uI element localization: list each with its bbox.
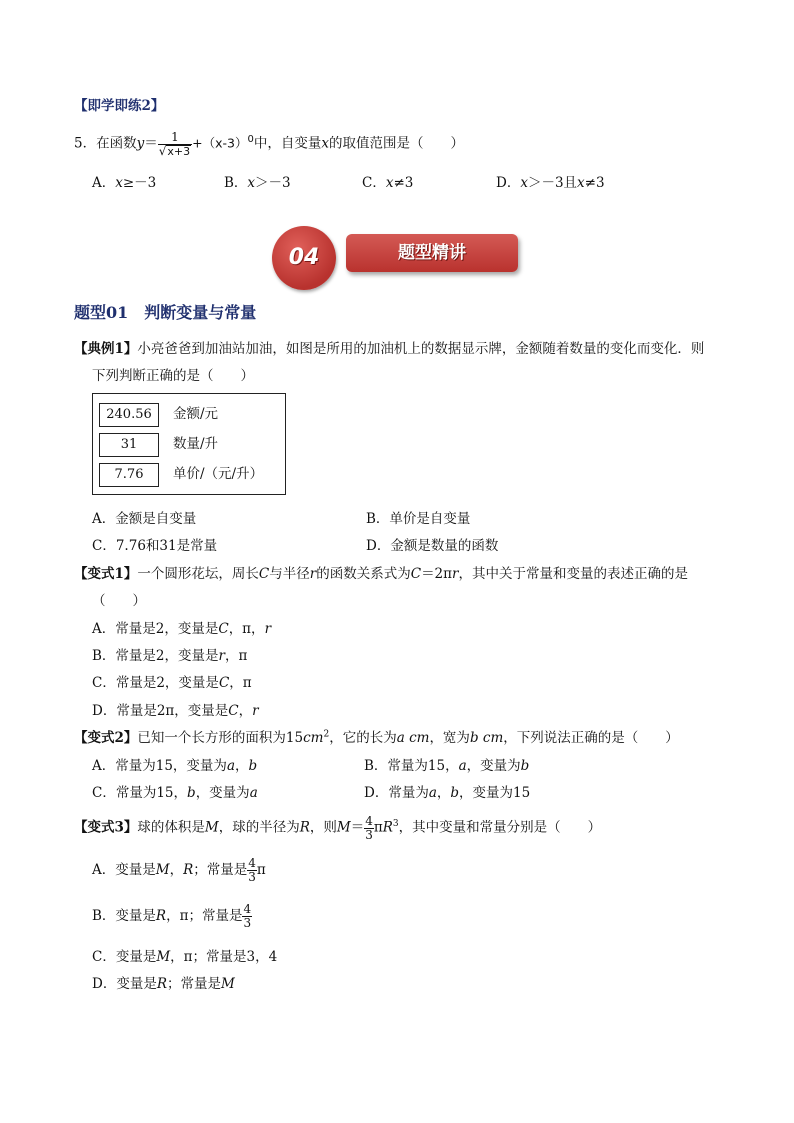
q5-option-a[interactable]: A．x≥－3 — [92, 175, 157, 191]
quantity-value: 31 — [99, 433, 159, 457]
q5-option-b[interactable]: B．x＞－3 — [224, 175, 291, 191]
example1-option-d[interactable]: D．金额是数量的函数 — [366, 538, 499, 554]
variant2-option-c[interactable]: C．常量为15，b，变量为a — [92, 785, 258, 801]
fuel-pump-display — [92, 393, 286, 495]
fraction: $\frac{4}{3}$ — [365, 813, 373, 842]
variant2-option-d[interactable]: D．常量为a，b，变量为15 — [364, 785, 531, 801]
variant1-option-c[interactable]: C．常量是2，变量是C，π — [92, 675, 252, 691]
variant1-line1: 【变式1】一个圆形花坛，周长C与半径r的函数关系式为C＝2πr，其中关于常量和变量的表述正确的是 — [74, 566, 688, 582]
quantity-label: 数量/升 — [173, 436, 219, 452]
banner-title-bar: 题型精讲 — [346, 234, 518, 272]
variant3-option-d[interactable]: D．变量是R；常量是M — [92, 976, 235, 992]
example1-line2: 下列判断正确的是（ ） — [92, 368, 254, 384]
variant3-option-a[interactable]: A．变量是M，R；常量是 $\frac{4}{3}$ π — [92, 856, 266, 884]
variant3-option-b[interactable]: B．变量是R，π；常量是 $\frac{4}{3}$ — [92, 902, 252, 930]
variant3-tag: 【变式3】 — [74, 819, 138, 836]
unit-price-value: 7.76 — [99, 463, 159, 487]
variant2-option-b[interactable]: B．常量为15，a，变量为b — [364, 758, 530, 774]
example1-tag: 【典例1】 — [74, 341, 138, 357]
variant2-tag: 【变式2】 — [74, 730, 138, 746]
example1-option-a[interactable]: A．金额是自变量 — [92, 511, 197, 527]
q5-option-c[interactable]: C．x≠3 — [362, 175, 414, 191]
example1-line1: 【典例1】小亮爸爸到加油站加油，如图是所用的加油机上的数据显示牌，金额随着数量的变化而变化．则 — [74, 341, 705, 357]
variant1-option-a[interactable]: A．常量是2，变量是C，π，r — [92, 621, 272, 637]
variant1-tag: 【变式1】 — [74, 566, 138, 582]
variant3-line1: 【变式3】球的体积是M，球的半径为R，则M＝ $\frac{4}{3}$ $\pi R^3$，其中变量和常量分别是（ ） — [74, 813, 602, 842]
variant3-option-c[interactable]: C．变量是M，π；常量是3，4 — [92, 949, 278, 965]
q5-option-d[interactable]: D．x＞－3且x≠3 — [496, 175, 605, 191]
banner-number-badge: 04 — [272, 226, 336, 290]
question-number: 5． — [74, 135, 97, 152]
variant1-option-b[interactable]: B．常量是2，变量是r，π — [92, 648, 248, 664]
variant2-option-a[interactable]: A．常量为15，变量为a，b — [92, 758, 258, 774]
fraction: $\frac{1}{√x+3}$ — [158, 129, 191, 158]
unit-price-label: 单价/（元/升） — [173, 466, 264, 482]
section-title: 题型01 判断变量与常量 — [74, 303, 257, 322]
example1-option-c[interactable]: C．7.76和31是常量 — [92, 538, 218, 554]
amount-value: 240.56 — [99, 403, 159, 427]
variant1-line2: （ ） — [92, 593, 146, 609]
variant2-line1: 【变式2】已知一个长方形的面积为$15cm^2$，它的长为a cm，宽为b cm，下列说法正确的是（ ） — [74, 729, 679, 746]
variant1-option-d[interactable]: D．常量是2π，变量是C，r — [92, 703, 259, 719]
example1-option-b[interactable]: B．单价是自变量 — [366, 511, 471, 527]
fraction: $\frac{4}{3}$ — [248, 856, 256, 884]
fraction: $\frac{4}{3}$ — [243, 902, 252, 930]
amount-label: 金额/元 — [173, 406, 219, 422]
question-5: 5．在函数y＝ $\frac{1}{√x+3}$ $+(x-3)^0$中，自变量x的取值范围是（ ） — [74, 129, 464, 158]
practice-title: 【即学即练2】 — [74, 98, 165, 114]
